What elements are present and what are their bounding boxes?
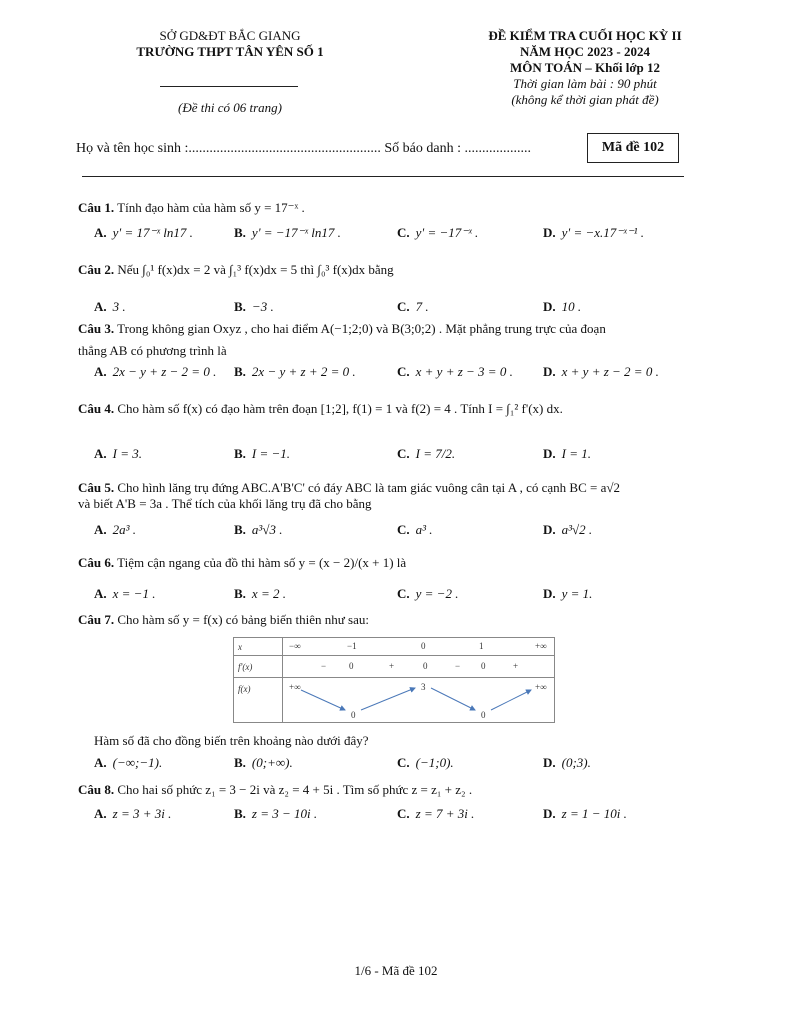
question-text: Cho hai số phức z₁ = 3 − 2i và z₂ = 4 + 5i . Tìm số phức z = z₁ + z₂ . [117,782,473,797]
question-number: Câu 5. [78,480,115,495]
question-3 [78,321,718,359]
q2-option-d: D. 10 . [543,299,582,314]
question-text: Tiệm cận ngang của đồ thi hàm số y = (x − 2)/(x + 1) là [117,555,407,570]
q5-option-d: D. a³√2 . [543,522,593,537]
q4-option-d: D. I = 1. [543,446,591,461]
question-number: Câu 1. [78,200,115,215]
school-year: NĂM HỌC 2023 - 2024 [520,44,650,59]
question-1 [78,200,718,216]
question-6 [78,555,718,571]
q6-option-c: C. y = −2 . [397,586,459,601]
question-text: Cho hàm số f(x) có đạo hàm trên đoạn [1;2], f(1) = 1 và f(2) = 4 . Tính I = ∫₁² f'(x) dx. [117,401,563,416]
question-number: Câu 8. [78,782,115,797]
question-2 [78,262,718,278]
q5-option-b: B. a³√3 . [234,522,283,537]
question-7-subquestion: Hàm số đã cho đồng biến trên khoảng nào dưới đây? [94,733,369,748]
q7-option-b: B. (0;+∞). [234,755,293,770]
page-footer: 1/6 - Mã đề 102 [354,963,438,978]
variation-table [233,637,555,723]
variation-arrows [283,678,563,724]
student-line-rule [82,176,684,177]
q8-option-b: B. z = 3 − 10i . [234,806,318,821]
q1-option-b: B. y' = −17⁻ˣ ln17 . [234,225,341,240]
q3-option-c: C. x + y + z − 3 = 0 . [397,364,513,379]
q2-option-b: B. −3 . [234,299,274,314]
q3-option-b: B. 2x − y + z + 2 = 0 . [234,364,356,379]
q4-option-c: C. I = 7/2. [397,446,456,461]
header-divider [160,86,298,87]
question-text: Nếu ∫₀¹ f(x)dx = 2 và ∫₁³ f(x)dx = 5 thì ∫₀³ f(x)dx bằng [117,262,394,277]
q4-option-b: B. I = −1. [234,446,291,461]
department-name: SỞ GD&ĐT BẮC GIANG [159,28,301,43]
exam-code-box: Mã đề 102 [587,133,679,163]
q1-option-a: A. y' = 17⁻ˣ ln17 . [94,225,193,240]
duration: Thời gian làm bài : 90 phút [513,76,657,91]
q6-option-d: D. y = 1. [543,586,593,601]
q3-option-d: D. x + y + z − 2 = 0 . [543,364,659,379]
question-7 [78,612,718,628]
q8-option-d: D. z = 1 − 10i . [543,806,627,821]
q5-option-a: A. 2a³ . [94,522,137,537]
question-number: Câu 4. [78,401,115,416]
q1-option-c: C. y' = −17⁻ˣ . [397,225,479,240]
question-text: Cho hình lăng trụ đứng ABC.A'B'C' có đáy ABC là tam giác vuông cân tại A , có cạnh BC = a√2 [117,480,621,495]
question-number: Câu 3. [78,321,115,336]
table-row: x −∞ −1 0 1 +∞ [234,638,555,656]
school-header [100,28,360,60]
page-count-note: (Đề thi có 06 trang) [178,100,282,115]
duration-note: (không kể thời gian phát đề) [511,92,659,107]
q7-option-c: C. (−1;0). [397,755,454,770]
q6-option-a: A. x = −1 . [94,586,156,601]
subject: MÔN TOÁN – Khối lớp 12 [509,60,661,75]
question-5 [78,480,718,512]
q6-option-b: B. x = 2 . [234,586,286,601]
question-text-continued: thẳng AB có phương trình là [78,343,227,358]
question-4 [78,401,718,417]
table-row: f'(x) − 0 + 0 − 0 + [234,656,555,678]
student-info-line: Họ và tên học sinh :....................................................... Số báo danh : ................... [76,141,531,156]
q5-option-c: C. a³ . [397,522,433,537]
question-text: Trong không gian Oxyz , cho hai điểm A(−1;2;0) và B(3;0;2) . Mặt phẳng trung trực của đoạn [117,321,606,336]
q7-option-a: A. (−∞;−1). [94,755,163,770]
q8-option-c: C. z = 7 + 3i . [397,806,475,821]
exam-header [440,28,730,108]
question-text: Cho hàm số y = f(x) có bảng biến thiên như sau: [117,612,369,627]
q7-option-d: D. (0;3). [543,755,591,770]
question-text: Tính đạo hàm của hàm số y = 17⁻ˣ . [117,200,305,215]
q4-option-a: A. I = 3. [94,446,142,461]
q8-option-a: A. z = 3 + 3i . [94,806,172,821]
question-text-continued: và biết A'B = 3a . Thể tích của khối lăng trụ đã cho bằng [78,496,372,511]
question-8 [78,782,718,798]
q3-option-a: A. 2x − y + z − 2 = 0 . [94,364,217,379]
table-row: f(x) +∞ 0 3 0 +∞ [234,678,555,723]
q2-option-c: C. 7 . [397,299,429,314]
q1-option-d: D. y' = −x.17⁻ˣ⁻¹ . [543,225,645,240]
question-number: Câu 7. [78,612,115,627]
question-number: Câu 2. [78,262,115,277]
q2-option-a: A. 3 . [94,299,126,314]
question-number: Câu 6. [78,555,115,570]
exam-title: ĐỀ KIỂM TRA CUỐI HỌC KỲ II [488,28,682,43]
school-name: TRƯỜNG THPT TÂN YÊN SỐ 1 [136,44,324,59]
